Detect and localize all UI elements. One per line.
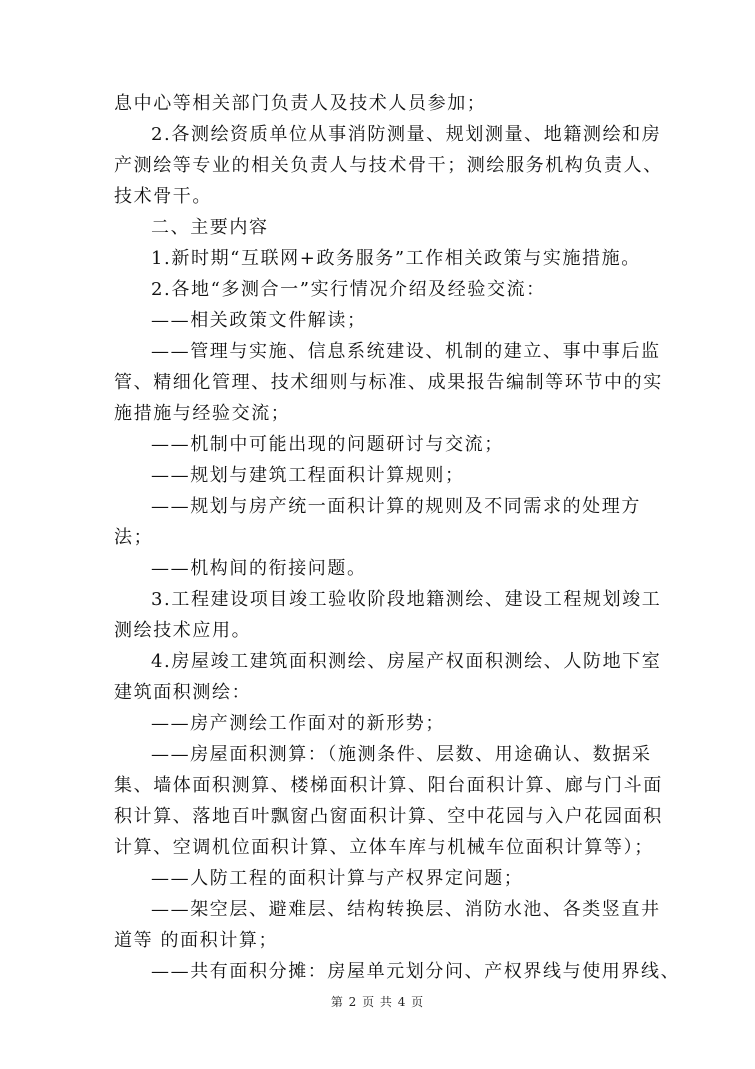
text-line: ——人防工程的面积计算与产权界定问题； [151,868,524,889]
text-line: 3.工程建设项目竣工验收阶段地籍测绘、建设工程规划竣工 [151,589,662,610]
text-line: ——共有面积分摊：房屋单元划分问、产权界线与使用界线、 [151,961,681,982]
text-line: 息中心等相关部门负责人及技术人员参加； [114,93,487,114]
text-line: 计算、空调机位面积计算、立体车库与机械车位面积计算等）； [114,837,654,858]
text-line: 技术骨干。 [114,186,212,207]
text-line: ——机构间的衔接问题。 [151,558,367,579]
text-line: 集、墙体面积测算、楼梯面积计算、阳台面积计算、廊与门斗面 [114,775,663,796]
page-number-footer: 第 2 页 共 4 页 [330,995,425,1009]
text-line: ——规划与房产统一面积计算的规则及不同需求的处理方 [151,496,641,517]
text-line: 2.各地“多测合一”实行情况介绍及经验交流： [151,279,546,300]
text-line: 法； [114,527,154,548]
text-line: ——房屋面积测算：（施测条件、层数、用途确认、数据采 [151,744,652,765]
text-line: 道等 的面积计算； [114,930,279,951]
text-line: 产测绘等专业的相关负责人与技术骨干；测绘服务机构负责人、 [114,155,663,176]
text-line: 测绘技术应用。 [114,620,252,641]
text-line: 积计算、落地百叶飘窗凸窗面积计算、空中花园与入户花园面积 [114,806,663,827]
text-line: ——房产测绘工作面对的新形势； [151,713,445,734]
text-line: ——规划与建筑工程面积计算规则； [151,465,465,486]
text-line: ——机制中可能出现的问题研讨与交流； [151,434,504,455]
text-line: 施措施与经验交流； [114,403,291,424]
document-body [114,88,681,987]
text-line: 4.房屋竣工建筑面积测绘、房屋产权面积测绘、人防地下室 [151,651,662,672]
text-line: ——管理与实施、信息系统建设、机制的建立、事中事后监 [151,341,661,362]
text-line: 建筑面积测绘： [114,682,252,703]
text-line: 1.新时期“互联网+政务服务”工作相关政策与实施措施。 [151,248,641,269]
text-line: ——相关政策文件解读； [151,310,367,331]
text-line: 2.各测绘资质单位从事消防测量、规划测量、地籍测绘和房 [151,124,662,145]
text-line: 管、精细化管理、技术细则与标准、成果报告编制等环节中的实 [114,372,663,393]
text-line: ——架空层、避难层、结构转换层、消防水池、各类竖直井 [151,899,661,920]
section-heading: 二、主要内容 [151,217,269,238]
